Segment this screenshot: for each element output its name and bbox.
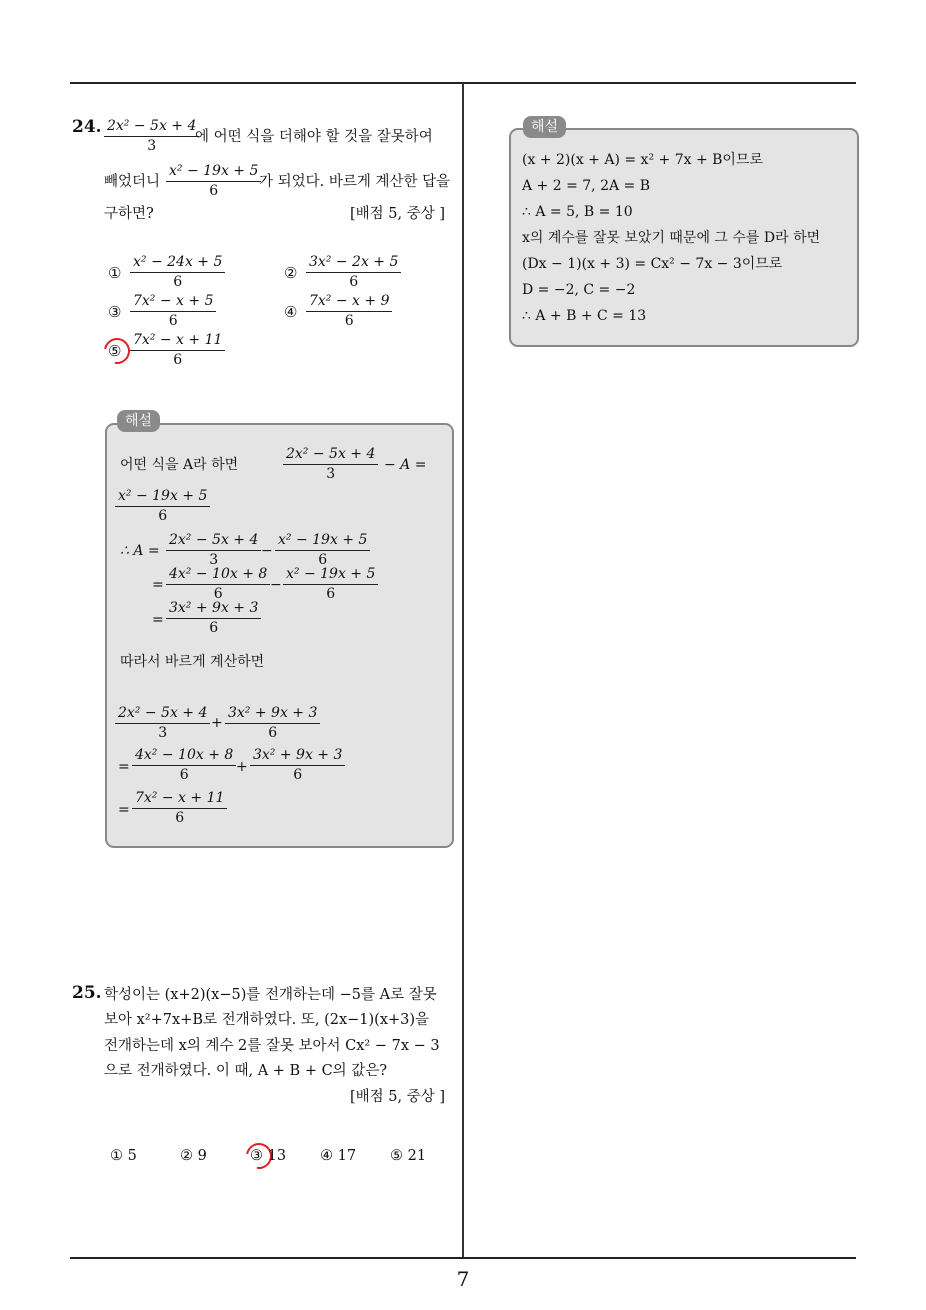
question-text: 보아 x²+7x+B로 전개하였다. 또, (2x−1)(x+3)을 bbox=[104, 1012, 430, 1028]
question-text: 구하면? bbox=[104, 206, 154, 222]
choice-mark[interactable]: ① bbox=[108, 264, 122, 282]
solution-fraction: $\frac{\text{x² − 19x + 5}}{6}$ bbox=[275, 532, 370, 569]
operator: + bbox=[211, 715, 223, 731]
solution-fraction: $\frac{\text{3x² + 9x + 3}}{6}$ bbox=[250, 747, 345, 784]
solution-line: (x + 2)(x + A) = x² + 7x + B이므로 bbox=[522, 152, 763, 168]
column-divider bbox=[462, 83, 464, 1258]
question-number: 25. bbox=[72, 983, 102, 1003]
question-text: 가 되었다. 바르게 계산한 답을 bbox=[259, 174, 451, 190]
solution-line: D = −2, C = −2 bbox=[522, 282, 636, 298]
bottom-rule bbox=[70, 1257, 856, 1259]
solution-fraction: $\frac{\text{2x² − 5x + 4}}{3}$ bbox=[115, 705, 210, 742]
solution-text: − A = bbox=[384, 457, 427, 473]
choice-3[interactable]: ③ 13 bbox=[250, 1148, 287, 1164]
solution-tag: 해설 bbox=[523, 116, 566, 138]
choice-4[interactable]: $\frac{\text{7x² − x + 9}}{6}$ bbox=[306, 293, 392, 330]
solution-line: (Dx − 1)(x + 3) = Cx² − 7x − 3이므로 bbox=[522, 256, 783, 272]
choice-4[interactable]: ④ 17 bbox=[320, 1148, 357, 1164]
choice-1[interactable]: ① 5 bbox=[110, 1148, 137, 1164]
question-text: 전개하는데 x의 계수 2를 잘못 보아서 Cx² − 7x − 3 bbox=[104, 1038, 440, 1054]
score-label: [배점 5, 중상 ] bbox=[350, 1089, 446, 1105]
operator: = bbox=[118, 802, 130, 818]
question-number: 24. bbox=[72, 117, 102, 137]
question-text: 으로 전개하였다. 이 때, A + B + C의 값은? bbox=[104, 1063, 388, 1079]
choice-mark[interactable]: ③ bbox=[108, 303, 122, 321]
solution-line: A + 2 = 7, 2A = B bbox=[522, 178, 651, 194]
fraction-b: $\frac{\text{x² − 19x + 5}}{6}$ bbox=[166, 163, 261, 200]
operator: − bbox=[261, 543, 273, 559]
solution-fraction: $\frac{\text{4x² − 10x + 8}}{6}$ bbox=[166, 566, 270, 603]
choice-2[interactable]: ② 9 bbox=[180, 1148, 207, 1164]
operator: = bbox=[152, 612, 164, 628]
choice-3[interactable]: $\frac{\text{7x² − x + 5}}{6}$ bbox=[130, 293, 216, 330]
solution-text: 따라서 바르게 계산하면 bbox=[120, 654, 265, 670]
fraction-a: $\frac{\text{2x² − 5x + 4}}{3}$ bbox=[104, 118, 199, 155]
solution-text: 어떤 식을 A라 하면 bbox=[120, 457, 239, 473]
solution-line: x의 계수를 잘못 보았기 때문에 그 수를 D라 하면 bbox=[522, 230, 821, 246]
operator: + bbox=[236, 759, 248, 775]
operator: = bbox=[118, 759, 130, 775]
choice-2[interactable]: $\frac{\text{3x² − 2x + 5}}{6}$ bbox=[306, 254, 401, 291]
question-text: 학성이는 (x+2)(x−5)를 전개하는데 −5를 A로 잘못 bbox=[104, 987, 437, 1003]
solution-tag: 해설 bbox=[117, 410, 160, 432]
choice-1[interactable]: $\frac{\text{x² − 24x + 5}}{6}$ bbox=[130, 254, 225, 291]
solution-box bbox=[105, 423, 454, 848]
solution-fraction: $\frac{\text{x² − 19x + 5}}{6}$ bbox=[283, 566, 378, 603]
choice-mark[interactable]: ④ bbox=[284, 303, 298, 321]
question-text: 에 어떤 식을 더해야 할 것을 잘못하여 bbox=[195, 129, 433, 145]
operator: − bbox=[270, 577, 282, 593]
solution-fraction: $\frac{\text{2x² − 5x + 4}}{3}$ bbox=[283, 446, 378, 483]
choice-5[interactable]: $\frac{\text{7x² − x + 11}}{6}$ bbox=[130, 332, 225, 369]
choice-mark[interactable]: ② bbox=[284, 264, 298, 282]
solution-fraction: $\frac{\text{3x² + 9x + 3}}{6}$ bbox=[225, 705, 320, 742]
solution-line: ∴ A = 5, B = 10 bbox=[522, 204, 633, 220]
operator: = bbox=[152, 577, 164, 593]
score-label: [배점 5, 중상 ] bbox=[350, 206, 446, 222]
choice-5[interactable]: ⑤ 21 bbox=[390, 1148, 427, 1164]
solution-fraction: $\frac{\text{x² − 19x + 5}}{6}$ bbox=[115, 488, 210, 525]
page-number: 7 bbox=[456, 1267, 470, 1291]
solution-fraction: $\frac{\text{2x² − 5x + 4}}{3}$ bbox=[166, 532, 261, 569]
solution-fraction: $\frac{\text{3x² + 9x + 3}}{6}$ bbox=[166, 600, 261, 637]
question-text: 빼었더니 bbox=[104, 174, 161, 190]
solution-line: ∴ A + B + C = 13 bbox=[522, 308, 647, 324]
choice-mark[interactable]: ⑤ bbox=[108, 342, 122, 360]
solution-fraction: $\frac{\text{4x² − 10x + 8}}{6}$ bbox=[132, 747, 236, 784]
solution-fraction: $\frac{\text{7x² − x + 11}}{6}$ bbox=[132, 790, 227, 827]
solution-text: ∴ A = bbox=[120, 543, 160, 559]
